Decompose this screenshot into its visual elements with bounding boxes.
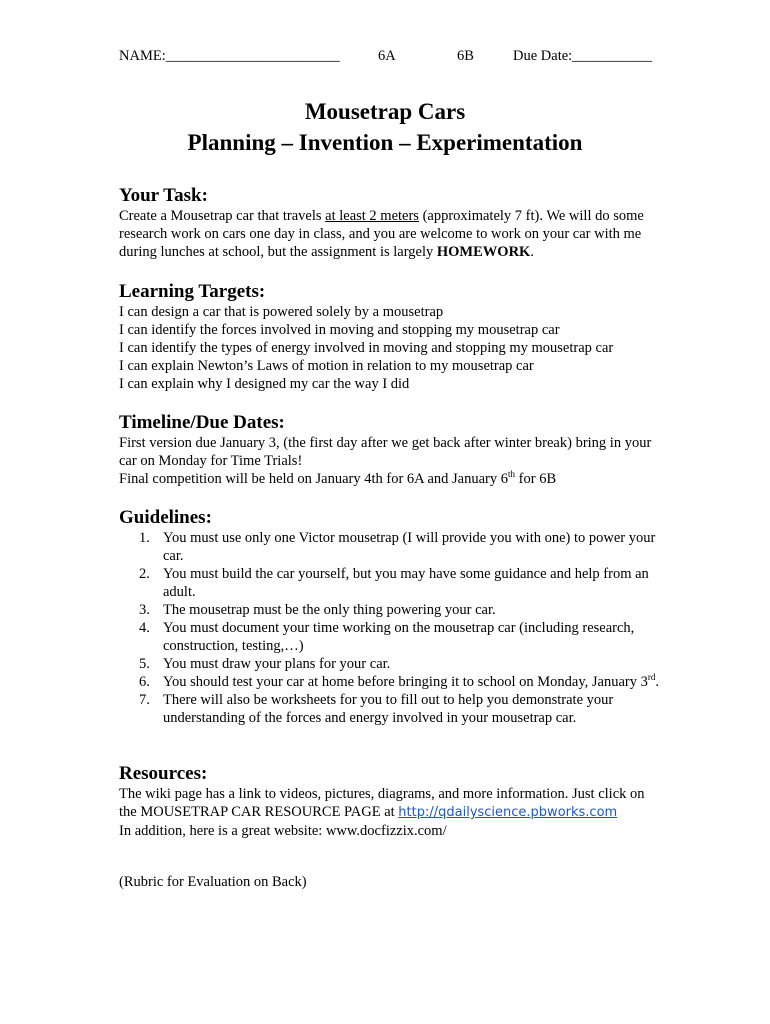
target-item: I can explain why I designed my car the way I did [119,376,410,392]
guideline-text: You should test your car at home before bringing it to school on Monday, January 3 [163,674,648,690]
class-6a: 6A [378,48,396,64]
page-title [0,96,770,158]
title-line-1: Mousetrap Cars [304,99,466,124]
timeline-line-1: First version due January 3, (the first day after we get back after winter break) bring in your car on Monday for Time Trials! [119,435,652,469]
guidelines-heading: Guidelines: [119,507,212,528]
resources-line-2: In addition, here is a great website: www.docfizzix.com/ [119,823,447,839]
guideline-text: You must draw your plans for your car. [163,656,391,672]
guideline-text: There will also be worksheets for you to fill out to help you demonstrate your understanding of the forces and energy involved in your mousetrap car. [163,692,614,726]
task-text-part-1: Create a Mousetrap car that travels [119,208,326,224]
guideline-text-end: . [655,674,659,690]
guideline-text-sup: rd [647,672,656,682]
guideline-item [119,529,664,565]
task-text-bold: HOMEWORK [436,244,531,260]
timeline-line-2-a: Final competition will be held on January 4th for 6A and January 6 [119,471,509,487]
guidelines-section [119,507,664,727]
target-item: I can identify the forces involved in moving and stopping my mousetrap car [119,322,560,338]
guideline-item [119,601,664,619]
resources-heading: Resources: [119,763,208,784]
guideline-text: You must build the car yourself, but you may have some guidance and help from an adult. [163,566,649,600]
resources-text: The wiki page has a link to videos, pictures, diagrams, and more information. Just click on the MOUSETRAP CAR RESOURCE PAGE at [119,786,645,820]
title-line-2: Planning – Invention – Experimentation [187,130,583,155]
task-text [119,207,664,261]
due-date-field: Due Date:___________ [513,48,652,64]
target-item: I can explain Newton’s Laws of motion in relation to my mousetrap car [119,358,534,374]
wiki-link[interactable]: http://qdailyscience.pbworks.com [398,805,618,820]
timeline-line-2-b: for 6B [515,471,557,487]
target-item: I can design a car that is powered solely by a mousetrap [119,304,444,320]
guideline-item [119,691,664,727]
guideline-number: 6. [139,674,150,690]
guideline-number: 4. [139,620,150,636]
guideline-text: The mousetrap must be the only thing powering your car. [163,602,496,618]
guidelines-list [119,529,664,727]
timeline-line-2-sup: th [508,469,516,479]
timeline-heading: Timeline/Due Dates: [119,412,285,433]
name-field: NAME:________________________ [119,48,340,64]
resources-line-1 [119,785,664,822]
guideline-text: You must document your time working on the mousetrap car (including research, construction, testing,…) [163,620,635,654]
targets-heading: Learning Targets: [119,281,266,302]
guideline-number: 3. [139,602,150,618]
guideline-number: 5. [139,656,150,672]
guideline-number: 7. [139,692,150,708]
task-text-underlined: at least 2 meters [325,208,419,224]
guideline-text: You must use only one Victor mousetrap (I will provide you with one) to power your car. [163,530,656,564]
task-heading: Your Task: [119,185,208,206]
guideline-number: 1. [139,530,150,546]
guideline-item [119,655,664,673]
task-text-part-2: (approximately 7 ft). We will do some research work on cars one day in class, and you are welcome to work on your car with me during lunches at school, but the assignment is largely [119,208,644,260]
resources-section [119,763,664,840]
footer-note-section [119,873,664,891]
task-section [119,185,664,261]
guideline-item [119,619,664,655]
timeline-section [119,412,664,488]
task-text-part-3: . [530,244,534,260]
guideline-item [119,565,664,601]
class-6b: 6B [457,48,474,64]
target-item: I can identify the types of energy involved in moving and stopping my mousetrap car [119,340,614,356]
timeline-line-2 [119,470,664,488]
guideline-item [119,673,664,691]
targets-section [119,281,664,393]
footer-note: (Rubric for Evaluation on Back) [119,874,307,890]
guideline-number: 2. [139,566,150,582]
